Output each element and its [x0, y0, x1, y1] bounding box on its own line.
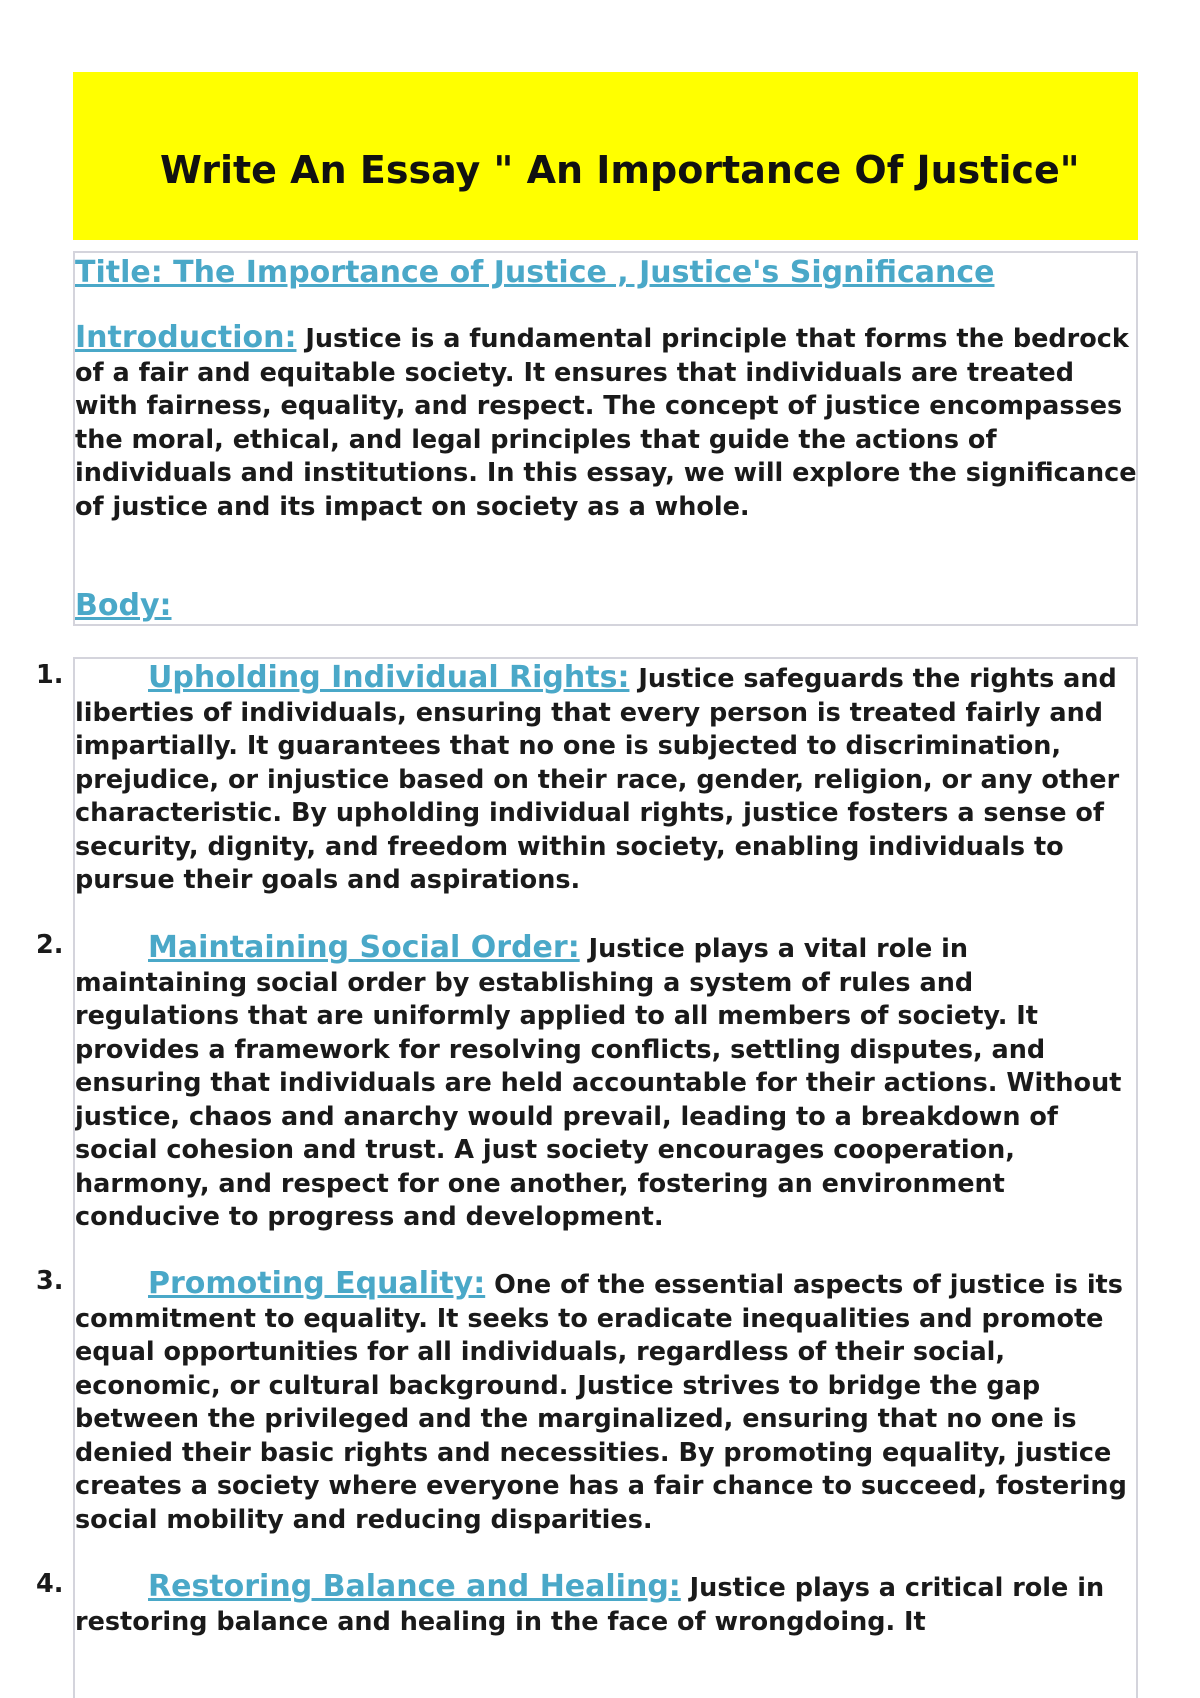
intro-section: [73, 251, 1138, 626]
body-points-list: [73, 657, 1138, 1698]
list-number-3: 3.: [36, 1266, 64, 1296]
point-heading-link[interactable]: Promoting Equality:: [148, 1266, 486, 1301]
point-heading-link[interactable]: Upholding Individual Rights:: [148, 660, 630, 695]
list-item-content: [75, 661, 1138, 898]
point-text: Justice plays a vital role in maintaining social order by establishing a system of rules and regulations that are uniformly applied to all members of society. It provides a framework for resolving conflicts, settling disputes, and ensuring that individuals are held accountable for their actions. Without justice, chaos and anarchy would prevail, leading to a breakdown of social cohesion and trust. A just society encourages cooperation, harmony, and respect for one another, fostering an environment conducive to progress and development.: [75, 934, 1122, 1232]
essay-title-link[interactable]: [75, 253, 994, 293]
list-item-content: [75, 1267, 1138, 1537]
list-item-content: [75, 931, 1138, 1235]
essay-title-text[interactable]: Title: The Importance of Justice , Justice's Significance: [75, 255, 995, 290]
point-text: One of the essential aspects of justice is its commitment to equality. It seeks to eradicate inequalities and promote equal opportunities for all individuals, regardless of their social, economic, or cultural background. Justice strives to bridge the gap between the privileged and the marginalized, ensuring that no one is denied their basic rights and necessities. By promoting equality, justice creates a society where everyone has a fair chance to succeed, fostering social mobility and reducing disparities.: [75, 1270, 1127, 1535]
point-text: Justice plays a critical role in restoring balance and healing in the face of wrongdoing. It: [75, 1573, 1105, 1637]
list-item: [75, 661, 1138, 898]
body-heading-link[interactable]: Body:: [75, 588, 172, 623]
point-text: Justice safeguards the rights and liberties of individuals, ensuring that every person is treated fairly and impartially. It guarantees that no one is subjected to discrimination, prejudice, or injustice based on their race, gender, religion, or any other characteristic. By upholding individual rights, justice fosters a sense of security, dignity, and freedom within society, enabling individuals to pursue their goals and aspirations.: [75, 664, 1120, 895]
title-banner: [73, 72, 1138, 240]
introduction-heading-link[interactable]: Introduction:: [75, 320, 297, 355]
list-item-content: [75, 1570, 1138, 1639]
list-item: [75, 1570, 1138, 1639]
body-heading[interactable]: [75, 587, 172, 625]
introduction-text: Justice is a fundamental principle that forms the bedrock of a fair and equitable society. It ensures that individuals are treated with fairness, equality, and respect. The concept of justice encompasses the moral, ethical, and legal principles that guide the actions of individuals and institutions. In this essay, we will explore the significance of justice and its impact on society as a whole.: [75, 324, 1137, 522]
document-title: Write An Essay " An Importance Of Justice": [160, 148, 1080, 192]
list-number-4: 4.: [36, 1569, 64, 1599]
list-number-1: 1.: [36, 660, 64, 690]
list-number-2: 2.: [36, 930, 64, 960]
point-heading-link[interactable]: Restoring Balance and Healing:: [148, 1569, 681, 1604]
point-heading-link[interactable]: Maintaining Social Order:: [148, 930, 580, 965]
introduction-paragraph: [75, 321, 1143, 524]
list-item: [75, 1267, 1138, 1537]
list-item: [75, 931, 1138, 1235]
